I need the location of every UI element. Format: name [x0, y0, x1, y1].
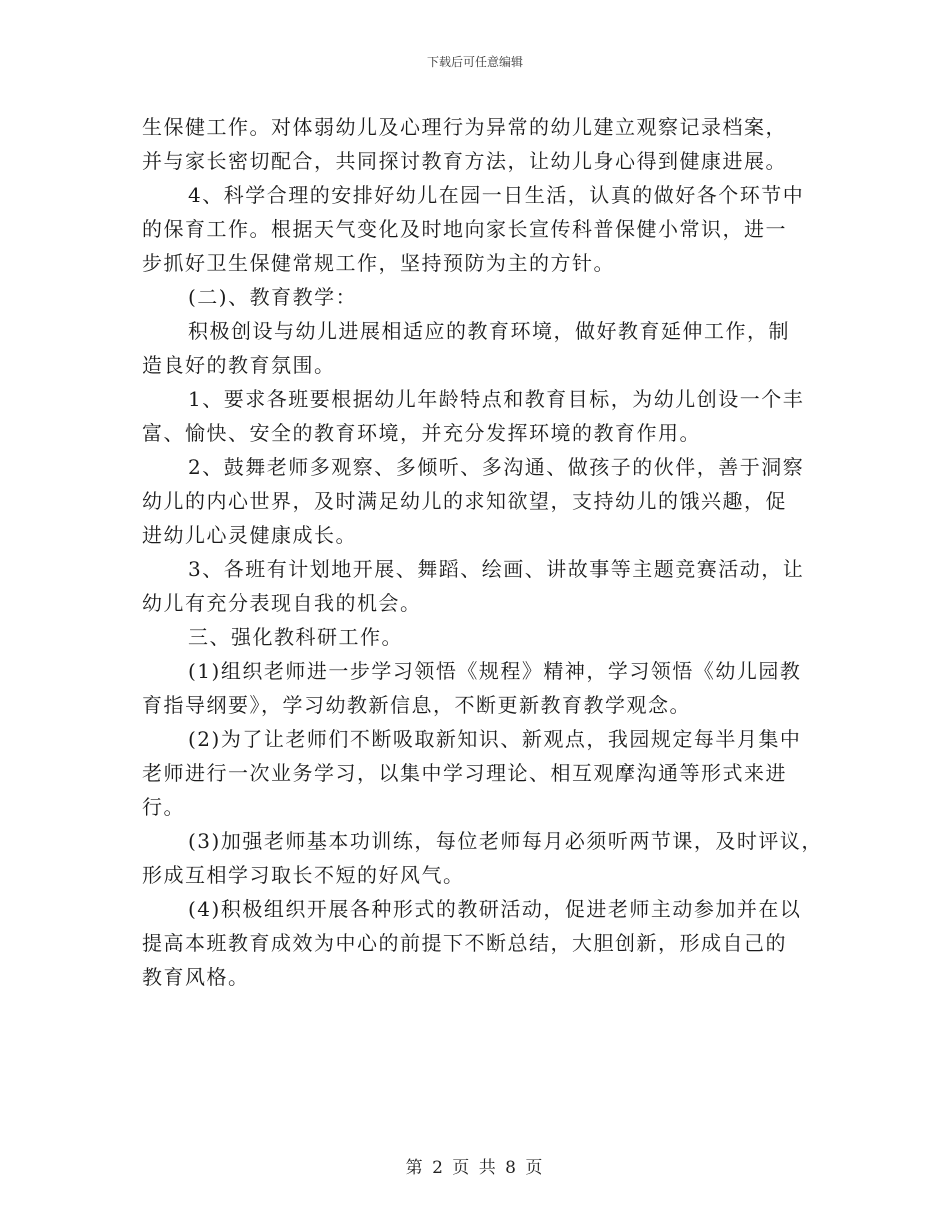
text-line: 造良好的教育氛围。 — [142, 353, 336, 377]
text-line: 富、愉快、安全的教育环境，并充分发挥环境的教育作用。 — [142, 421, 701, 445]
text-line: 积极创设与幼儿进展相适应的教育环境，做好教育延伸工作，制 — [188, 319, 790, 343]
text-line: 育指导纲要》，学习幼教新信息，不断更新教育教学观念。 — [142, 693, 691, 717]
page-header: 下载后可任意编辑 — [426, 55, 523, 69]
text-line: 并与家长密切配合，共同探讨教育方法，让幼儿身心得到健康进展。 — [142, 149, 787, 173]
text-line: (3)加强老师基本功训练，每位老师每月必须听两节课，及时评议， — [188, 829, 823, 853]
section-heading: 三、强化教科研工作。 — [188, 625, 403, 649]
text-line: 3、各班有计划地开展、舞蹈、绘画、讲故事等主题竞赛活动，让 — [188, 557, 805, 581]
text-line: 1、要求各班要根据幼儿年龄特点和教育目标，为幼儿创设一个丰 — [188, 387, 805, 411]
document-body — [142, 110, 823, 994]
text-line: (4)积极组织开展各种形式的教研活动，促进老师主动参加并在以 — [188, 897, 802, 921]
page-number: 第 2 页 共 8 页 — [405, 1158, 545, 1178]
text-line: 2、鼓舞老师多观察、多倾听、多沟通、做孩子的伙伴，善于洞察 — [188, 455, 805, 479]
text-line: 幼儿有充分表现自我的机会。 — [142, 591, 422, 615]
text-line: 生保健工作。对体弱幼儿及心理行为异常的幼儿建立观察记录档案， — [142, 115, 787, 139]
text-line: 4、科学合理的安排好幼儿在园一日生活，认真的做好各个环节中 — [188, 183, 805, 207]
text-line: 形成互相学习取长不短的好风气。 — [142, 863, 465, 887]
text-line: 幼儿的内心世界，及时满足幼儿的求知欲望，支持幼儿的饿兴趣，促 — [142, 489, 787, 513]
text-line: 行。 — [142, 795, 185, 819]
text-line: 进幼儿心灵健康成长。 — [142, 523, 357, 547]
text-line: 教育风格。 — [142, 965, 250, 989]
text-line: 步抓好卫生保健常规工作，坚持预防为主的方针。 — [142, 251, 615, 275]
text-line: 的保育工作。根据天气变化及时地向家长宣传科普保健小常识，进一 — [142, 217, 787, 241]
text-line: (2)为了让老师们不断吸取新知识、新观点，我园规定每半月集中 — [188, 727, 802, 751]
section-heading: (二)、教育教学： — [188, 285, 358, 309]
text-line: 老师进行一次业务学习，以集中学习理论、相互观摩沟通等形式来进 — [142, 761, 787, 785]
text-line: 提高本班教育成效为中心的前提下不断总结，大胆创新，形成自己的 — [142, 931, 787, 955]
text-line: (1)组织老师进一步学习领悟《规程》精神，学习领悟《幼儿园教 — [188, 659, 802, 683]
